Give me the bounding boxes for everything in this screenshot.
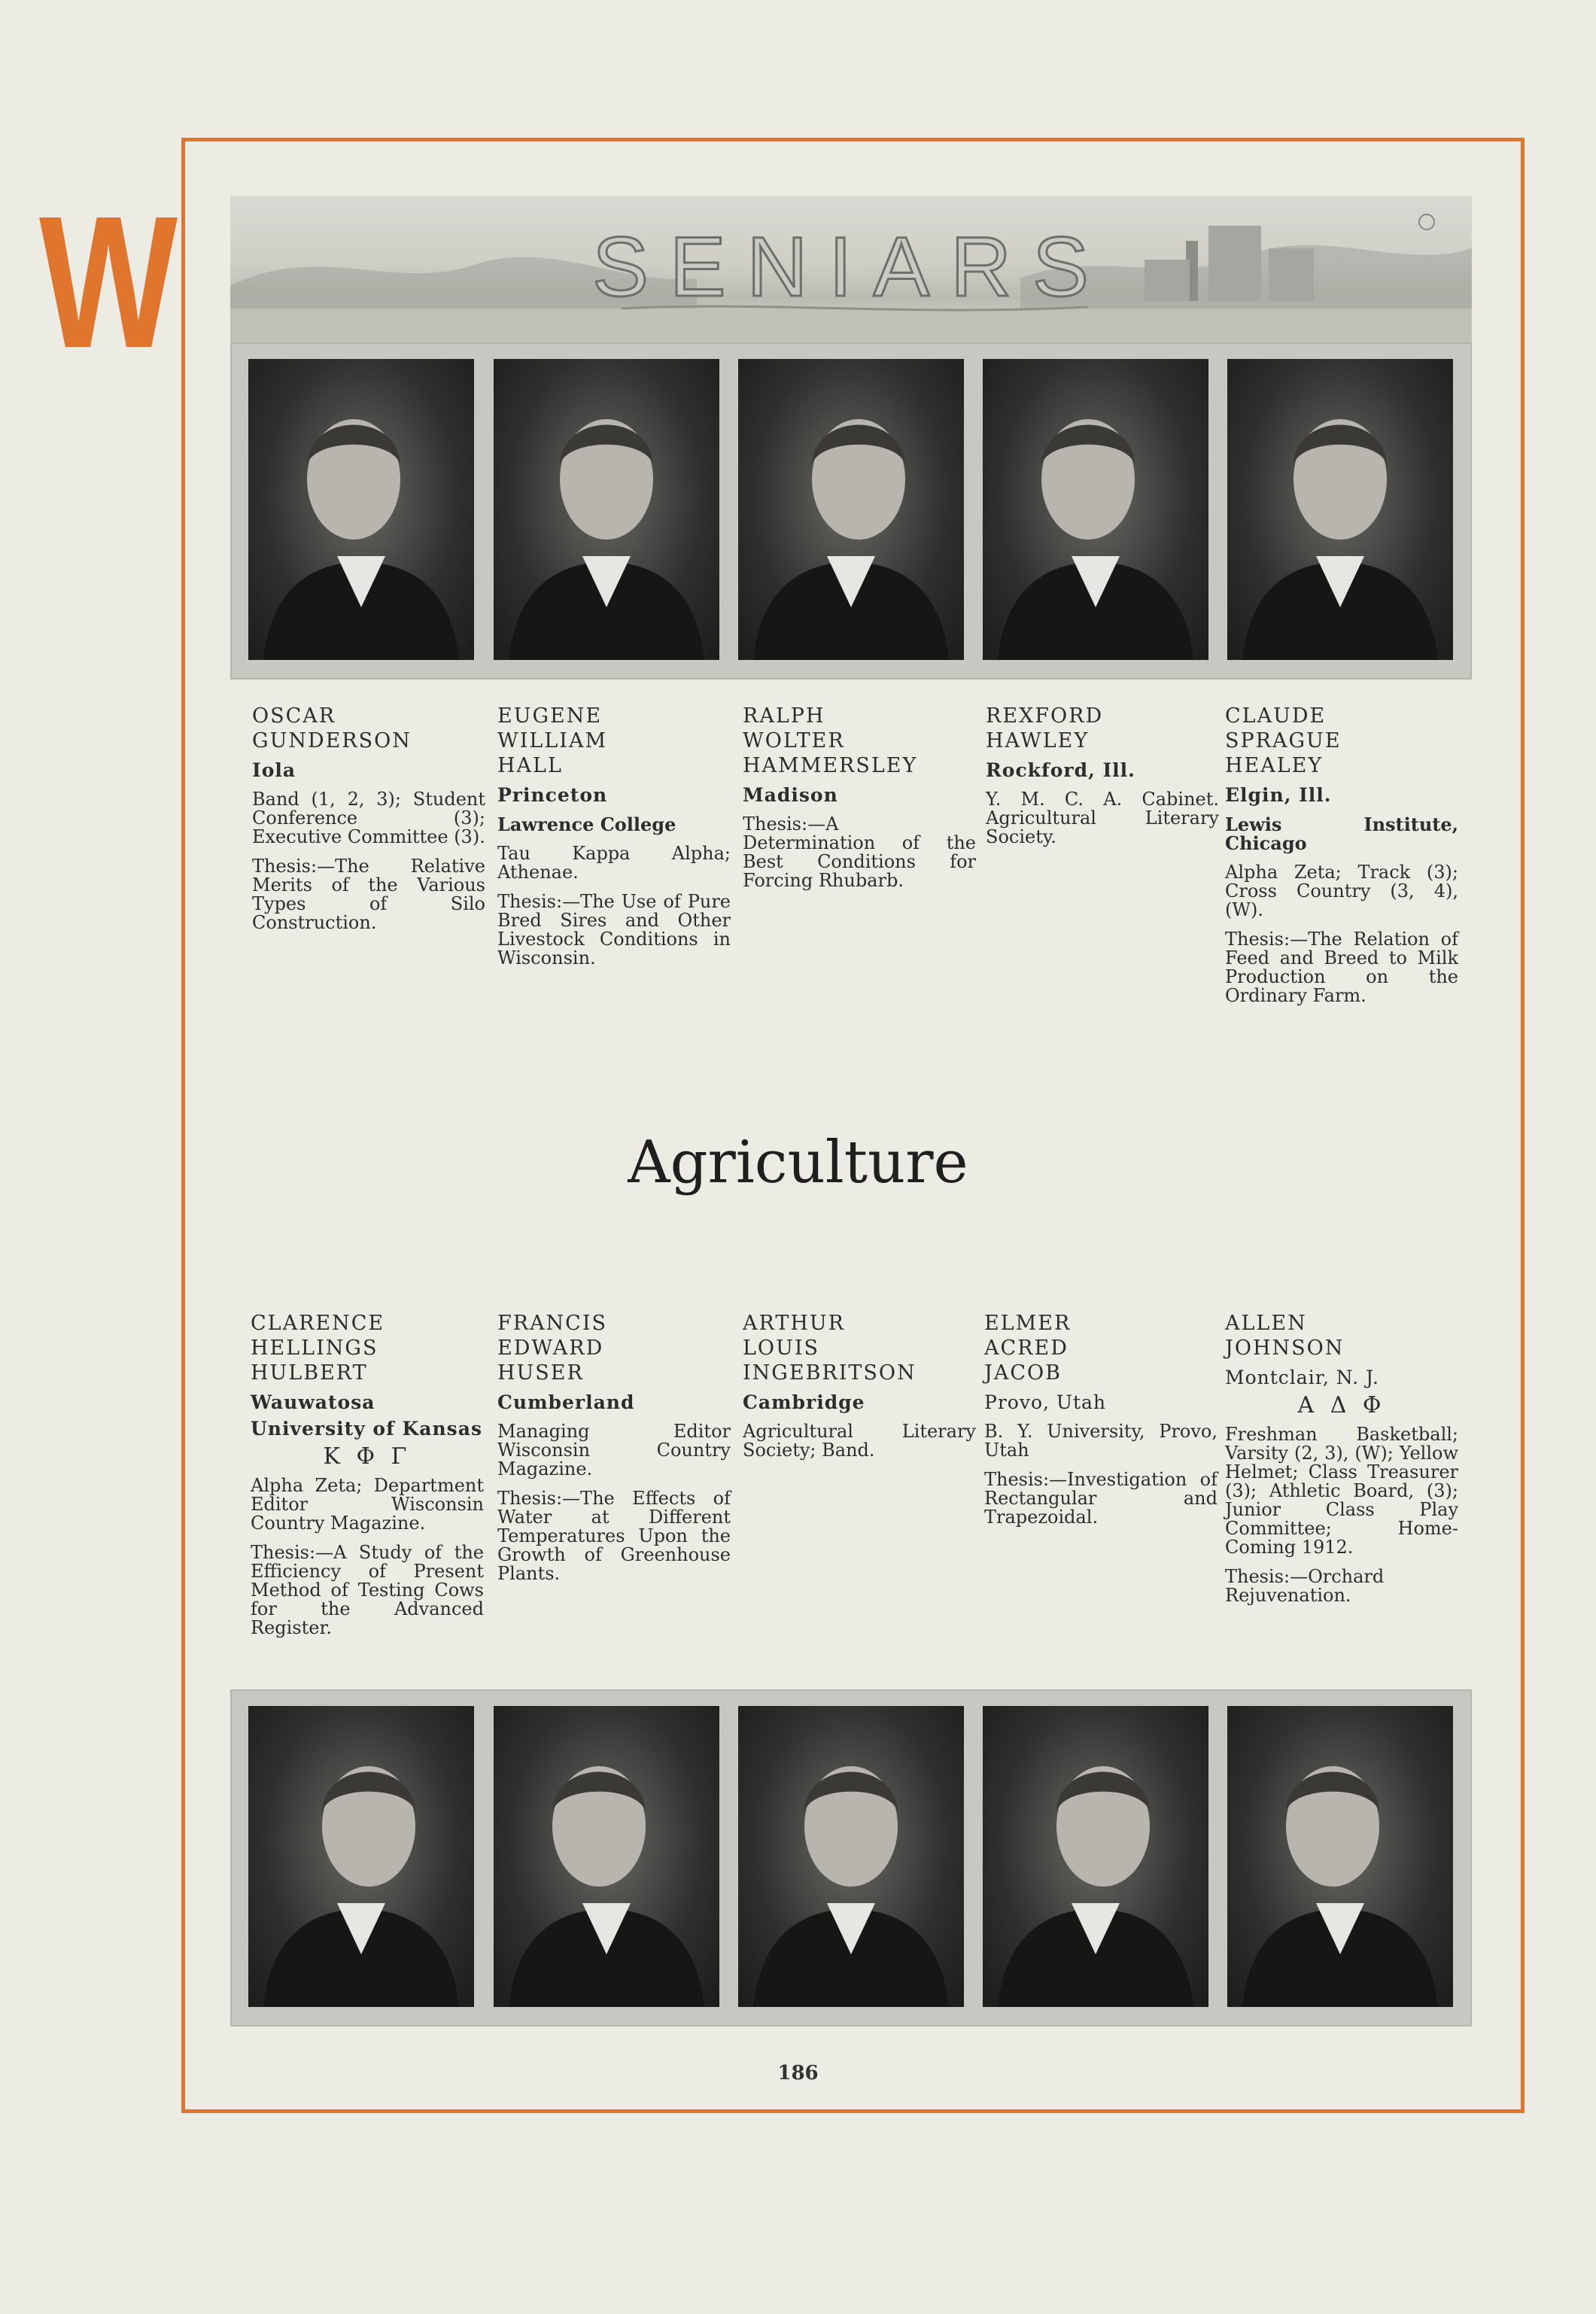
portrait-silhouette bbox=[1227, 359, 1453, 660]
bio-paragraph: Thesis:—Orchard Rejuvenation. bbox=[1225, 1566, 1385, 1606]
bio-column bbox=[743, 1311, 976, 1460]
seniors-banner bbox=[230, 196, 1472, 342]
portrait-silhouette bbox=[494, 359, 719, 660]
portrait-photo bbox=[738, 1706, 964, 2007]
bio-column bbox=[1225, 704, 1458, 1005]
hometown: Cumberland bbox=[497, 1391, 635, 1413]
top-portrait-strip bbox=[230, 342, 1472, 680]
hometown: Montclair, N. J. bbox=[1225, 1367, 1379, 1388]
portrait-photo bbox=[983, 359, 1208, 660]
portrait-photo bbox=[1227, 359, 1453, 660]
portrait-silhouette bbox=[494, 1706, 719, 2007]
bio-paragraph: Freshman Basketball; Varsity (2, 3), (W); Yellow Helmet; Class Treasurer (3); Athletic Board, (3); Junior Class Play Committee; Home-Coming 1912. bbox=[1225, 1424, 1458, 1558]
section-title: Agriculture bbox=[628, 1129, 968, 1197]
hometown: Madison bbox=[743, 784, 838, 806]
bio-paragraph: Thesis:—Investigation of Rectangular and Trapezoidal. bbox=[984, 1469, 1218, 1528]
portrait-photo bbox=[494, 359, 719, 660]
student-name: RALPH WOLTER HAMMERSLEY bbox=[743, 704, 918, 777]
portrait-silhouette bbox=[983, 359, 1208, 660]
portrait-photo bbox=[983, 1706, 1208, 2007]
bio-paragraph: Alpha Zeta; Track (3); Cross Country (3, 4), (W). bbox=[1225, 862, 1458, 920]
fraternity-letters: Κ Φ Γ bbox=[323, 1443, 412, 1470]
hometown: Cambridge bbox=[743, 1391, 865, 1413]
previous-school: University of Kansas bbox=[251, 1418, 483, 1440]
portrait-photo bbox=[248, 359, 474, 660]
bio-paragraph: Thesis:—The Effects of Water at Different Temperatures Upon the Growth of Greenhouse Plants. bbox=[497, 1488, 731, 1584]
portrait-silhouette bbox=[738, 1706, 964, 2007]
page-number: 186 bbox=[777, 2062, 819, 2084]
bio-column bbox=[743, 704, 976, 890]
student-name: EUGENE WILLIAM HALL bbox=[497, 704, 608, 777]
bio-column bbox=[497, 704, 731, 968]
bio-column bbox=[986, 704, 1219, 847]
bio-column bbox=[497, 1311, 731, 1583]
bio-paragraph: Alpha Zeta; Department Editor Wisconsin Country Magazine. bbox=[251, 1475, 484, 1534]
student-name: ALLEN JOHNSON bbox=[1225, 1312, 1345, 1360]
bio-paragraph: Thesis:—The Relation of Feed and Breed to Milk Production on the Ordinary Farm. bbox=[1225, 929, 1458, 1006]
portrait-photo bbox=[738, 359, 964, 660]
student-name: CLAUDE SPRAGUE HEALEY bbox=[1225, 704, 1342, 777]
hometown: Iola bbox=[252, 759, 296, 781]
hometown: Wauwatosa bbox=[251, 1391, 375, 1413]
student-name: ARTHUR LOUIS INGEBRITSON bbox=[743, 1312, 917, 1385]
bio-paragraph: Managing Editor Wisconsin Country Magazine. bbox=[497, 1421, 731, 1479]
portrait-silhouette bbox=[738, 359, 964, 660]
bio-paragraph: Thesis:—A Study of the Efficiency of Present Method of Testing Cows for the Advanced Register. bbox=[251, 1542, 484, 1638]
bottom-portrait-strip bbox=[230, 1689, 1472, 2027]
student-name: CLARENCE HELLINGS HULBERT bbox=[251, 1312, 385, 1385]
portrait-photo bbox=[248, 1706, 474, 2007]
bio-paragraph: Thesis:—The Relative Merits of the Various Types of Silo Construction. bbox=[252, 856, 485, 933]
banner-title: SENIARS bbox=[592, 220, 1110, 314]
portrait-silhouette bbox=[248, 359, 474, 660]
bio-column bbox=[252, 704, 485, 932]
previous-school: Lawrence College bbox=[497, 813, 676, 835]
hometown: Rockford, Ill. bbox=[986, 759, 1135, 781]
previous-school: Lewis Institute, Chicago bbox=[1225, 813, 1458, 854]
bio-paragraph: Thesis:—The Use of Pure Bred Sires and Other Livestock Conditions in Wisconsin. bbox=[497, 891, 731, 968]
hometown: Princeton bbox=[497, 784, 608, 806]
portrait-photo bbox=[1227, 1706, 1453, 2007]
portrait-silhouette bbox=[1227, 1706, 1453, 2007]
fraternity-letters: Α Δ Φ bbox=[1297, 1392, 1386, 1419]
bio-paragraph: Y. M. C. A. Cabinet. Agricultural Literary Society. bbox=[986, 789, 1219, 847]
hometown: Provo, Utah bbox=[984, 1391, 1107, 1413]
portrait-silhouette bbox=[248, 1706, 474, 2007]
bio-paragraph: Tau Kappa Alpha; Athenae. bbox=[497, 843, 731, 883]
bio-paragraph: B. Y. University, Provo, Utah bbox=[984, 1421, 1218, 1461]
margin-letter-w: W bbox=[39, 177, 175, 387]
portrait-photo bbox=[494, 1706, 719, 2007]
student-name: FRANCIS EDWARD HUSER bbox=[497, 1312, 608, 1385]
hometown: Elgin, Ill. bbox=[1225, 784, 1332, 806]
bio-column bbox=[1225, 1311, 1458, 1605]
student-name: ELMER ACRED JACOB bbox=[984, 1312, 1072, 1385]
student-name: REXFORD HAWLEY bbox=[986, 704, 1104, 753]
portrait-silhouette bbox=[983, 1706, 1208, 2007]
bio-paragraph: Thesis:—A Determination of the Best Conditions for Forcing Rhubarb. bbox=[743, 813, 976, 891]
student-name: OSCAR GUNDERSON bbox=[252, 704, 412, 753]
bio-paragraph: Band (1, 2, 3); Student Conference (3); Executive Committee (3). bbox=[252, 789, 485, 847]
bio-column bbox=[251, 1311, 484, 1637]
bio-column bbox=[984, 1311, 1218, 1527]
bio-paragraph: Agricultural Literary Society; Band. bbox=[743, 1421, 976, 1461]
